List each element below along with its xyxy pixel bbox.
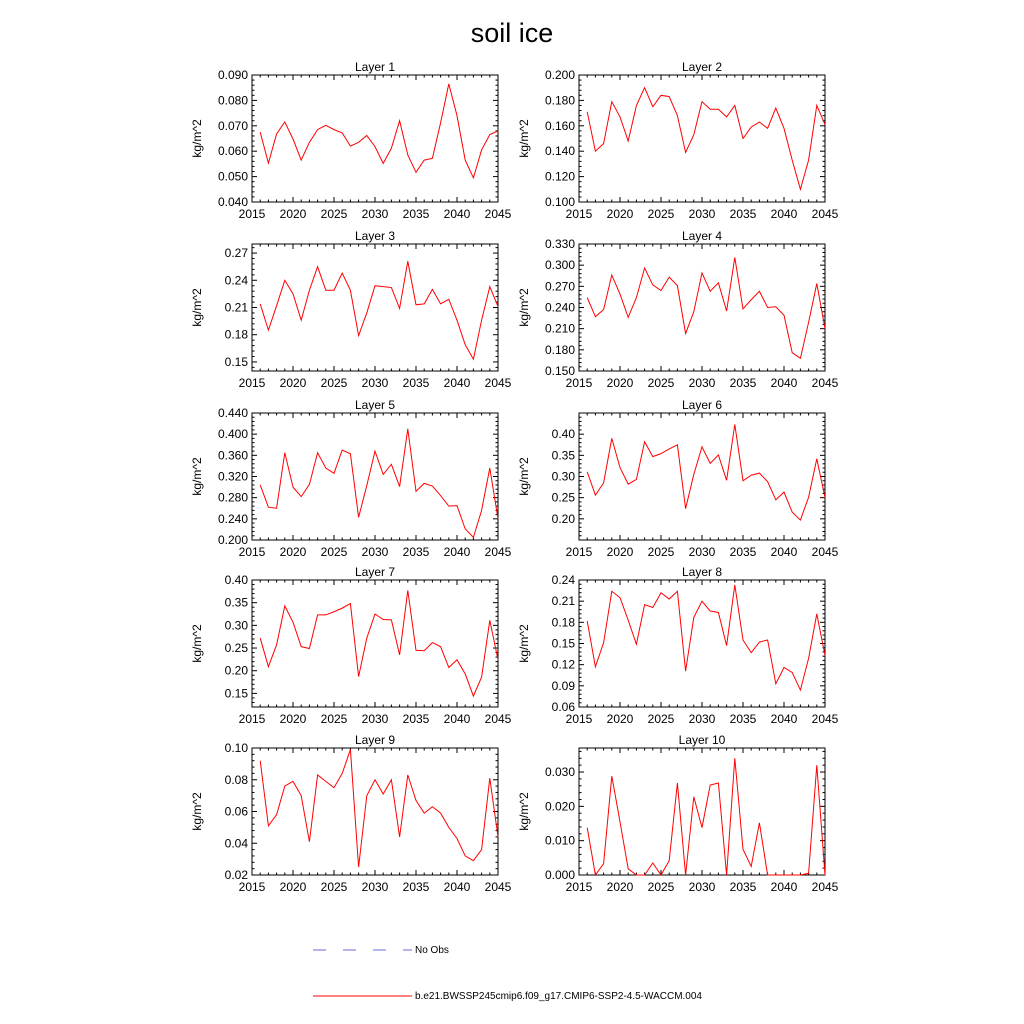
- x-tick-label: 2045: [811, 207, 839, 221]
- panel-layer-2: [517, 60, 839, 221]
- x-tick-label: 2020: [279, 207, 307, 221]
- x-tick-label: 2045: [811, 712, 839, 726]
- y-axis-label: kg/m^2: [190, 288, 204, 327]
- plot-frame: [579, 75, 825, 202]
- x-tick-label: 2045: [484, 376, 512, 390]
- y-tick-label: 0.100: [544, 195, 575, 209]
- x-tick-label: 2035: [402, 376, 430, 390]
- x-tick-label: 2015: [565, 712, 593, 726]
- y-tick-label: 0.300: [544, 258, 575, 273]
- y-tick-label: 0.330: [544, 237, 575, 251]
- x-tick-label: 2030: [361, 545, 389, 559]
- x-tick-label: 2030: [688, 712, 716, 726]
- panel-title: Layer 6: [681, 398, 723, 412]
- x-tick-label: 2030: [361, 712, 389, 726]
- x-tick-label: 2040: [443, 545, 471, 559]
- y-tick-label: 0.020: [544, 799, 575, 814]
- y-tick-label: 0.12: [551, 657, 575, 672]
- y-axis-label: kg/m^2: [190, 624, 204, 663]
- y-axis-label: kg/m^2: [517, 624, 531, 663]
- x-tick-label: 2040: [770, 712, 798, 726]
- y-axis-label: kg/m^2: [517, 457, 531, 496]
- panel-title: Layer 8: [681, 565, 723, 579]
- y-axis-label: kg/m^2: [190, 119, 204, 158]
- y-axis-label: kg/m^2: [190, 792, 204, 831]
- y-tick-label: 0.120: [544, 169, 575, 184]
- plot-frame: [579, 748, 825, 875]
- x-tick-label: 2030: [361, 376, 389, 390]
- x-tick-label: 2020: [606, 712, 634, 726]
- x-tick-label: 2030: [688, 207, 716, 221]
- x-tick-label: 2025: [647, 712, 675, 726]
- x-tick-label: 2040: [443, 207, 471, 221]
- y-tick-label: 0.20: [224, 663, 248, 678]
- x-tick-label: 2035: [402, 207, 430, 221]
- series-line-1: [587, 424, 825, 520]
- y-tick-label: 0.060: [217, 144, 248, 159]
- y-tick-label: 0.25: [551, 490, 575, 505]
- y-tick-label: 0.000: [544, 868, 575, 882]
- x-tick-label: 2045: [484, 545, 512, 559]
- x-tick-label: 2025: [320, 712, 348, 726]
- panel-title: Layer 1: [354, 60, 396, 74]
- y-tick-label: 0.15: [224, 686, 248, 701]
- plot-frame: [252, 413, 498, 540]
- x-tick-label: 2015: [565, 880, 593, 894]
- x-tick-label: 2025: [320, 207, 348, 221]
- y-tick-label: 0.06: [224, 804, 248, 819]
- x-tick-label: 2035: [402, 712, 430, 726]
- y-tick-label: 0.210: [544, 321, 575, 336]
- y-tick-label: 0.27: [224, 246, 248, 261]
- x-tick-label: 2020: [279, 545, 307, 559]
- y-tick-label: 0.050: [217, 169, 248, 184]
- y-tick-label: 0.180: [544, 93, 575, 108]
- x-tick-label: 2020: [606, 207, 634, 221]
- panel-layer-10: [517, 733, 839, 894]
- x-tick-label: 2025: [320, 880, 348, 894]
- y-tick-label: 0.150: [544, 364, 575, 378]
- y-tick-label: 0.040: [217, 195, 248, 209]
- y-tick-label: 0.25: [224, 641, 248, 656]
- figure-title: soil ice: [470, 18, 554, 48]
- plot-frame: [252, 748, 498, 875]
- x-tick-label: 2015: [565, 545, 593, 559]
- x-tick-label: 2035: [729, 207, 757, 221]
- y-tick-label: 0.20: [551, 511, 575, 526]
- series-line-1: [587, 257, 825, 358]
- x-tick-label: 2025: [647, 880, 675, 894]
- x-tick-label: 2040: [770, 207, 798, 221]
- legend-obs-label: No Obs: [415, 945, 449, 956]
- x-tick-label: 2040: [770, 545, 798, 559]
- panel-title: Layer 3: [354, 229, 396, 243]
- panel-title: Layer 4: [681, 229, 723, 243]
- x-tick-label: 2045: [811, 545, 839, 559]
- y-tick-label: 0.30: [224, 618, 248, 633]
- x-tick-label: 2025: [647, 207, 675, 221]
- y-tick-label: 0.40: [224, 573, 248, 587]
- y-tick-label: 0.10: [224, 741, 248, 755]
- y-tick-label: 0.240: [544, 300, 575, 315]
- x-tick-label: 2030: [361, 207, 389, 221]
- x-tick-label: 2040: [770, 880, 798, 894]
- y-tick-label: 0.24: [551, 573, 575, 587]
- y-tick-label: 0.02: [224, 868, 248, 882]
- x-tick-label: 2045: [811, 376, 839, 390]
- x-tick-label: 2020: [606, 880, 634, 894]
- series-line-1: [587, 758, 825, 875]
- plot-frame: [252, 244, 498, 371]
- panel-layer-6: [517, 398, 839, 559]
- series-line-1: [260, 590, 498, 696]
- panel-grid: [190, 60, 839, 894]
- y-tick-label: 0.090: [217, 68, 248, 82]
- x-tick-label: 2015: [238, 207, 266, 221]
- legend: [313, 945, 702, 1002]
- panel-layer-8: [517, 565, 839, 726]
- series-line-1: [260, 261, 498, 359]
- x-tick-label: 2030: [361, 880, 389, 894]
- x-tick-label: 2045: [484, 712, 512, 726]
- y-tick-label: 0.140: [544, 144, 575, 159]
- y-tick-label: 0.24: [224, 273, 248, 288]
- y-tick-label: 0.070: [217, 118, 248, 133]
- x-tick-label: 2020: [606, 545, 634, 559]
- panel-title: Layer 2: [681, 60, 723, 74]
- y-tick-label: 0.18: [551, 615, 575, 630]
- x-tick-label: 2035: [402, 545, 430, 559]
- panel-layer-1: [190, 60, 512, 221]
- x-tick-label: 2020: [279, 376, 307, 390]
- y-tick-label: 0.21: [224, 300, 248, 315]
- series-line-1: [587, 585, 825, 690]
- series-line-1: [587, 88, 825, 190]
- plot-frame: [579, 580, 825, 707]
- x-tick-label: 2040: [443, 880, 471, 894]
- panel-title: Layer 9: [354, 733, 396, 747]
- x-tick-label: 2035: [729, 880, 757, 894]
- y-tick-label: 0.080: [217, 93, 248, 108]
- x-tick-label: 2020: [606, 376, 634, 390]
- panel-layer-5: [190, 398, 512, 559]
- x-tick-label: 2035: [729, 712, 757, 726]
- x-tick-label: 2045: [811, 880, 839, 894]
- x-tick-label: 2020: [279, 880, 307, 894]
- x-tick-label: 2015: [238, 880, 266, 894]
- x-tick-label: 2025: [320, 376, 348, 390]
- x-tick-label: 2025: [647, 376, 675, 390]
- y-tick-label: 0.04: [224, 836, 248, 851]
- x-tick-label: 2020: [279, 712, 307, 726]
- y-axis-label: kg/m^2: [517, 792, 531, 831]
- x-tick-label: 2035: [402, 880, 430, 894]
- y-tick-label: 0.08: [224, 772, 248, 787]
- x-tick-label: 2045: [484, 880, 512, 894]
- x-tick-label: 2040: [443, 712, 471, 726]
- x-tick-label: 2045: [484, 207, 512, 221]
- x-tick-label: 2025: [647, 545, 675, 559]
- series-line-1: [260, 84, 498, 178]
- y-tick-label: 0.030: [544, 765, 575, 780]
- x-tick-label: 2030: [688, 880, 716, 894]
- panel-layer-7: [190, 565, 512, 726]
- y-tick-label: 0.400: [217, 427, 248, 442]
- panel-title: Layer 5: [354, 398, 396, 412]
- x-tick-label: 2040: [770, 376, 798, 390]
- panel-layer-9: [190, 733, 512, 894]
- y-tick-label: 0.200: [544, 68, 575, 82]
- x-tick-label: 2035: [729, 545, 757, 559]
- plot-frame: [579, 244, 825, 371]
- plot-frame: [579, 413, 825, 540]
- y-tick-label: 0.160: [544, 118, 575, 133]
- plot-frame: [252, 580, 498, 707]
- x-tick-label: 2035: [729, 376, 757, 390]
- panel-layer-4: [517, 229, 839, 390]
- x-tick-label: 2030: [688, 545, 716, 559]
- panel-title: Layer 10: [678, 733, 726, 747]
- panel-layer-3: [190, 229, 512, 390]
- y-tick-label: 0.15: [551, 636, 575, 651]
- y-tick-label: 0.010: [544, 833, 575, 848]
- x-tick-label: 2040: [443, 376, 471, 390]
- y-tick-label: 0.18: [224, 327, 248, 342]
- y-tick-label: 0.35: [224, 595, 248, 610]
- panel-title: Layer 7: [354, 565, 396, 579]
- x-tick-label: 2015: [565, 207, 593, 221]
- x-tick-label: 2015: [238, 545, 266, 559]
- y-tick-label: 0.15: [224, 354, 248, 369]
- y-tick-label: 0.30: [551, 469, 575, 484]
- y-axis-label: kg/m^2: [190, 457, 204, 496]
- y-tick-label: 0.320: [217, 469, 248, 484]
- y-axis-label: kg/m^2: [517, 288, 531, 327]
- series-line-1: [260, 429, 498, 537]
- y-tick-label: 0.09: [551, 678, 575, 693]
- y-tick-label: 0.270: [544, 279, 575, 294]
- x-tick-label: 2030: [688, 376, 716, 390]
- legend-model-label: b.e21.BWSSP245cmip6.f09_g17.CMIP6-SSP2-4.5-WACCM.004: [415, 991, 702, 1002]
- y-tick-label: 0.180: [544, 342, 575, 357]
- y-tick-label: 0.360: [217, 448, 248, 463]
- x-tick-label: 2025: [320, 545, 348, 559]
- y-axis-label: kg/m^2: [517, 119, 531, 158]
- series-line-1: [260, 750, 498, 867]
- y-tick-label: 0.06: [551, 700, 575, 714]
- y-tick-label: 0.280: [217, 490, 248, 505]
- x-tick-label: 2015: [238, 376, 266, 390]
- y-tick-label: 0.21: [551, 594, 575, 609]
- y-tick-label: 0.200: [217, 533, 248, 547]
- y-tick-label: 0.240: [217, 511, 248, 526]
- y-tick-label: 0.440: [217, 406, 248, 420]
- y-tick-label: 0.35: [551, 448, 575, 463]
- x-tick-label: 2015: [565, 376, 593, 390]
- y-tick-label: 0.40: [551, 427, 575, 442]
- x-tick-label: 2015: [238, 712, 266, 726]
